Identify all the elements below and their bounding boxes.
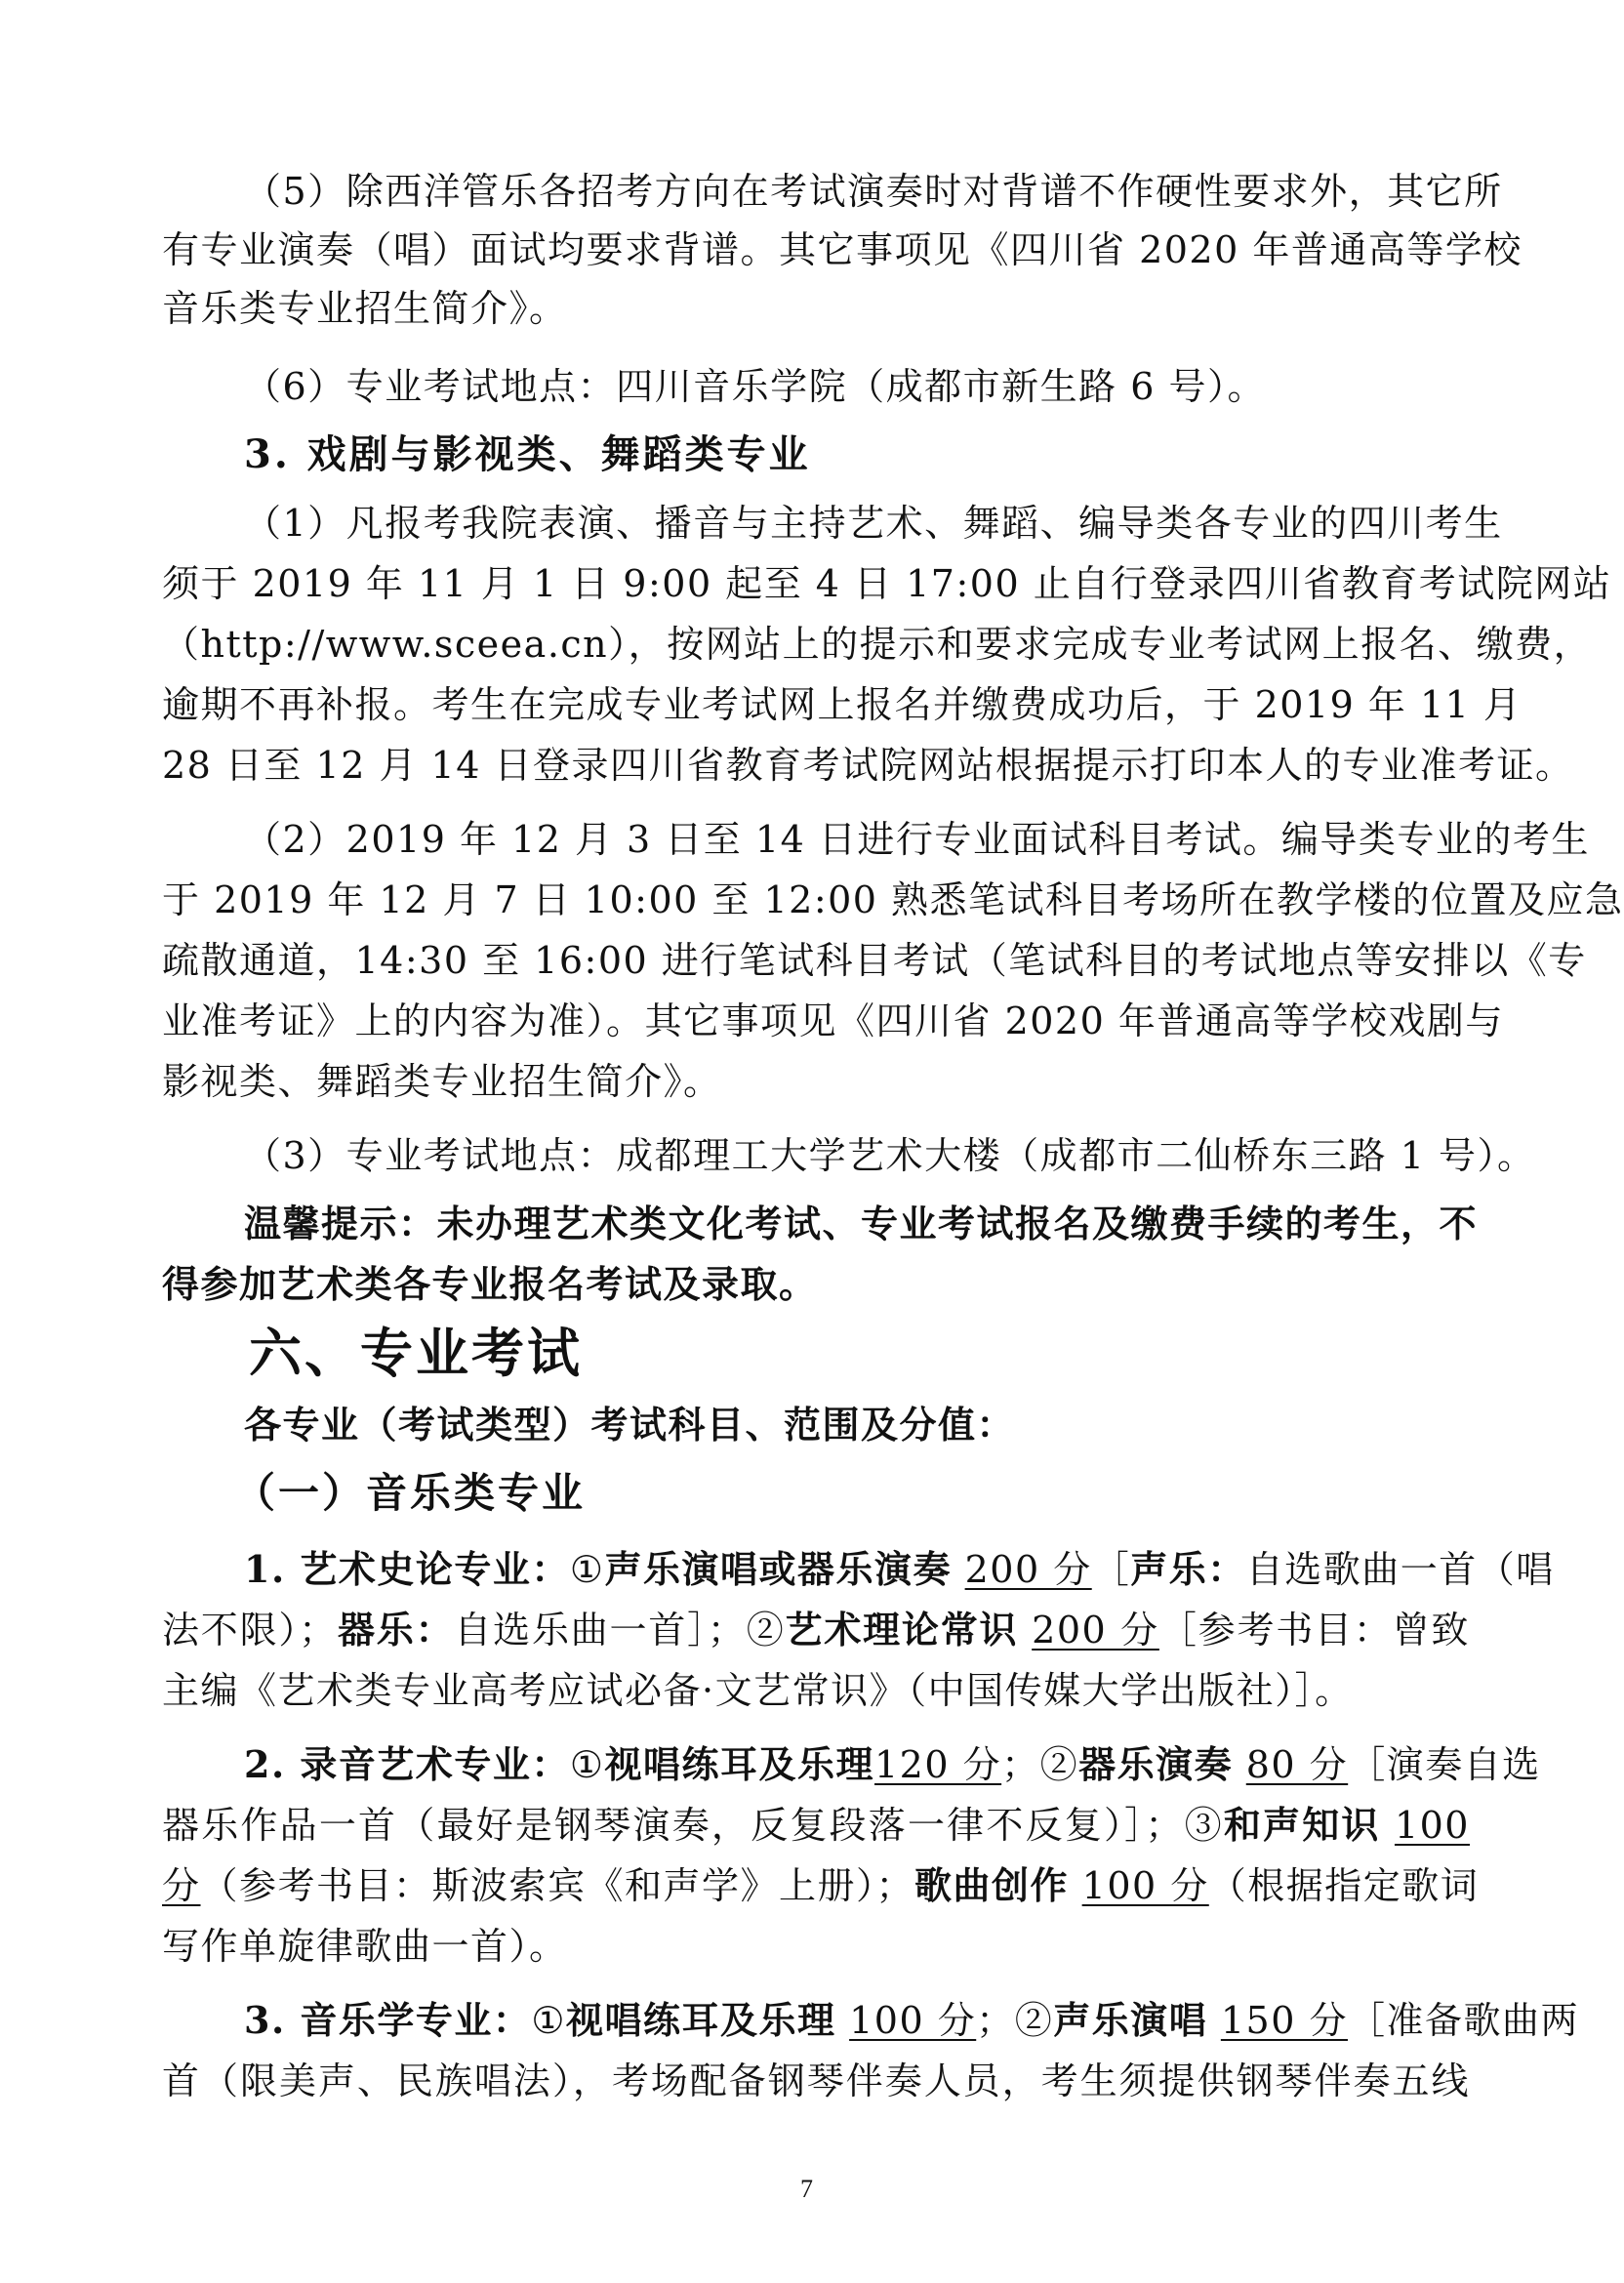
score-value: 150 分 <box>1220 1999 1348 2042</box>
paragraph-line <box>162 1856 1480 1915</box>
score-value: 100 <box>1394 1804 1470 1847</box>
notice-line: 得参加艺术类各专业报名考试及录取。 <box>162 1262 818 1306</box>
score-unit: 分 <box>162 1864 201 1907</box>
item-title: 3. 音乐学专业： <box>244 1998 532 2042</box>
score-value: 80 分 <box>1245 1743 1349 1786</box>
paragraph-line <box>244 1991 1579 2050</box>
spacer <box>1233 1743 1246 1786</box>
paragraph-line: 首（限美声、民族唱法），考场配备钢琴伴奏人员，考生须提供钢琴伴奏五线 <box>162 2059 1470 2102</box>
paragraph-line: 有专业演奏（唱）面试均要求背谱。其它事项见《四川省 2020 年普通高等学校 <box>162 228 1522 271</box>
subject-name: 视唱练耳及乐理 <box>604 1742 874 1786</box>
paragraph-line <box>244 1735 1541 1794</box>
text-run: ［演奏自选 <box>1348 1743 1541 1786</box>
paragraph-line: 28 日至 12 月 14 日登录四川省教育考试院网站根据提示打印本人的专业准考证。 <box>162 744 1574 787</box>
sub-label: 器乐： <box>337 1608 455 1651</box>
subject-name: 声乐演唱 <box>1053 1998 1208 2042</box>
sub-label: 声乐： <box>1130 1547 1246 1591</box>
paragraph-line: （6）专业考试地点：四川音乐学院（成都市新生路 6 号）。 <box>244 365 1267 408</box>
bracket: ［ <box>1091 1548 1131 1591</box>
paragraph-line: （5）除西洋管乐各招考方向在考试演奏时对背谱不作硬性要求外，其它所 <box>244 170 1503 213</box>
paragraph-line <box>162 1601 1470 1659</box>
text-run: （根据指定歌词 <box>1208 1864 1480 1907</box>
subject-name: 器乐演奏 <box>1078 1742 1234 1786</box>
text-run: （参考书目：斯波索宾《和声学》上册）； <box>200 1864 915 1907</box>
paragraph-line: 疏散通道，14:30 至 16:00 进行笔试科目考试（笔试科目的考试地点等安排以《专 <box>162 939 1587 982</box>
paragraph-line: 逾期不再补报。考生在完成专业考试网上报名并缴费成功后，于 2019 年 11 月 <box>162 683 1522 726</box>
subject-name: 艺术理论常识 <box>785 1608 1019 1651</box>
paragraph-line: 须于 2019 年 11 月 1 日 9:00 起至 4 日 17:00 止自行登录四川省教育考试院网站 <box>162 562 1612 605</box>
text-run: ［准备歌曲两 <box>1347 1999 1579 2042</box>
text-run: ；② <box>976 1999 1054 2042</box>
text-run: 法不限）； <box>162 1609 338 1651</box>
score-value: 120 分 <box>874 1743 1002 1786</box>
spacer <box>1207 1999 1221 2042</box>
paragraph-line <box>244 1540 1555 1599</box>
paragraph-line <box>162 1796 1470 1855</box>
spacer <box>1381 1804 1395 1847</box>
paragraph-line: 写作单旋律歌曲一首）。 <box>162 1925 568 1968</box>
subject-name: 声乐演唱或器乐演奏 <box>604 1547 952 1591</box>
paragraph-line: 主编《艺术类专业高考应试必备·文艺常识》（中国传媒大学出版社）］。 <box>162 1669 1354 1712</box>
section-heading: 3. 戏剧与影视类、舞蹈类专业 <box>244 431 811 477</box>
subject-name: 和声知识 <box>1223 1803 1381 1847</box>
score-value: 200 分 <box>964 1548 1092 1591</box>
paragraph-line: （2）2019 年 12 月 3 日至 14 日进行专业面试科目考试。编导类专业的考生 <box>244 818 1590 861</box>
item-marker: ① <box>569 1743 605 1786</box>
score-value: 200 分 <box>1032 1609 1159 1651</box>
paragraph-line: 音乐类专业招生简介》。 <box>162 287 568 330</box>
paragraph-line: 业准考证》上的内容为准）。其它事项见《四川省 2020 年普通高等学校戏剧与 <box>162 999 1504 1042</box>
page-number: 7 <box>800 2175 813 2203</box>
spacer <box>1018 1609 1032 1651</box>
item-marker: ① <box>569 1548 605 1591</box>
text-run: 器乐作品一首（最好是钢琴演奏，反复段落一律不反复）］；③ <box>162 1804 1224 1847</box>
text-run: ［参考书目：曾致 <box>1158 1609 1470 1651</box>
text-run: 自选乐曲一首］；② <box>454 1609 786 1651</box>
notice-line: 温馨提示：未办理艺术类文化考试、专业考试报名及缴费手续的考生，不 <box>244 1202 1479 1245</box>
spacer <box>836 1999 850 2042</box>
chapter-heading: 六、专业考试 <box>249 1323 583 1384</box>
spacer <box>952 1548 965 1591</box>
score-value: 100 分 <box>1081 1864 1209 1907</box>
subheading: 各专业（考试类型）考试科目、范围及分值： <box>244 1403 1016 1447</box>
paragraph-line: 于 2019 年 12 月 7 日 10:00 至 12:00 熟悉笔试科目考场所在教学楼的位置及应急 <box>162 878 1624 921</box>
paragraph-line: （3）专业考试地点：成都理工大学艺术大楼（成都市二仙桥东三路 1 号）。 <box>244 1134 1536 1177</box>
text-run: ；② <box>1001 1743 1079 1786</box>
subject-name: 歌曲创作 <box>914 1863 1070 1907</box>
paragraph-line: 影视类、舞蹈类专业招生简介》。 <box>162 1060 722 1103</box>
category-heading: （一）音乐类专业 <box>234 1469 587 1517</box>
spacer <box>1069 1864 1082 1907</box>
subject-name: 视唱练耳及乐理 <box>565 1998 836 2042</box>
item-title: 1. 艺术史论专业： <box>244 1547 570 1591</box>
paragraph-line: （1）凡报考我院表演、播音与主持艺术、舞蹈、编导类各专业的四川考生 <box>244 502 1503 545</box>
score-value: 100 分 <box>849 1999 977 2042</box>
item-marker: ① <box>531 1999 566 2042</box>
paragraph-line: （http://www.sceea.cn），按网站上的提示和要求完成专业考试网上报名、缴费， <box>162 623 1593 666</box>
item-title: 2. 录音艺术专业： <box>244 1742 570 1786</box>
text-run: 自选歌曲一首（唱 <box>1245 1548 1555 1591</box>
